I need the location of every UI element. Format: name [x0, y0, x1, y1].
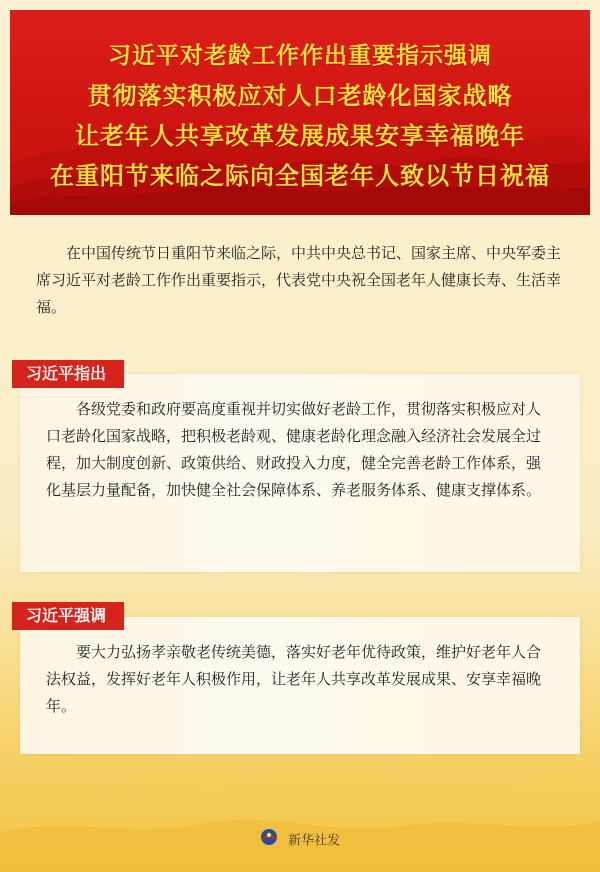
header-banner	[10, 10, 590, 215]
headline-1: 习近平对老龄工作作出重要指示强调	[108, 43, 492, 69]
section-panel-2	[20, 617, 580, 754]
section-panel-1	[20, 374, 580, 572]
section-1-tag: 习近平指出	[12, 360, 124, 388]
section-2-tag: 习近平强调	[12, 602, 124, 630]
footer	[0, 828, 600, 850]
headline-3: 让老年人共享改革发展成果安享幸福晚年	[75, 122, 525, 150]
cloud-decoration	[0, 740, 600, 872]
intro-paragraph: 在中国传统节日重阳节来临之际，中共中央总书记、国家主席、中央军委主席习近平对老龄工作作出重要指示，代表党中央祝全国老年人健康长寿、生活幸福。	[36, 244, 562, 316]
section-2-text: 要大力弘扬孝亲敬老传统美德，落实好老年优待政策，维护好老年人合法权益，发挥好老年人积极作用，让老年人共享改革发展成果、安享幸福晚年。	[46, 643, 542, 715]
section-1-text: 各级党委和政府要高度重视并切实做好老龄工作，贯彻落实积极应对人口老龄化国家战略，把积极老龄观、健康老龄化理念融入经济社会发展全过程，加大制度创新、政策供给、财政投入力度，健全完善老龄工作体系，强化基层力量配备，加快健全社会保障体系、养老服务体系、健康支撑体系。	[46, 400, 542, 499]
headline-4: 在重阳节来临之际向全国老年人致以节日祝福	[50, 162, 550, 190]
xinhua-logo-icon	[260, 828, 278, 850]
headline-2: 贯彻落实积极应对人口老龄化国家战略	[87, 82, 513, 110]
source-label: 新华社发	[288, 833, 341, 849]
